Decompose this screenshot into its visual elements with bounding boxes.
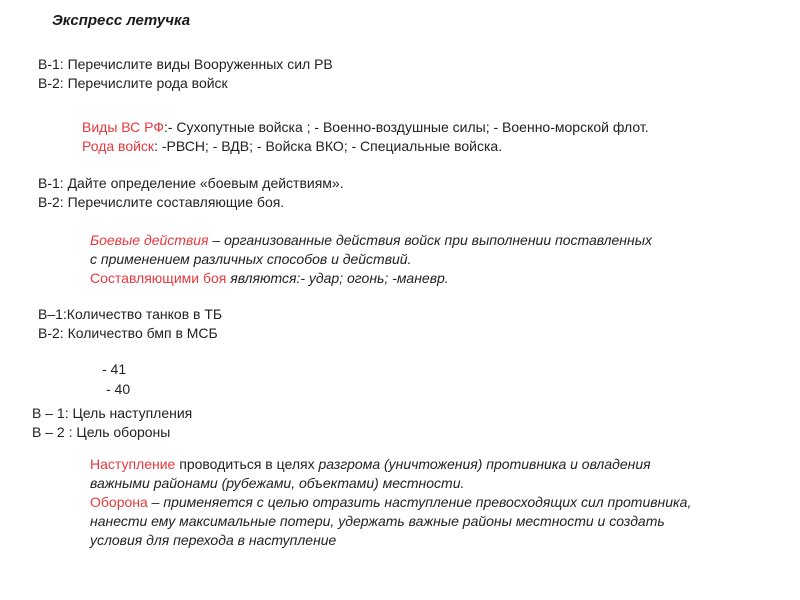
answer-text-italic: разгрома (уничтожения) противника и овладения bbox=[318, 456, 651, 472]
answer-text: – организованные действия войск при выполнении поставленных bbox=[208, 232, 653, 248]
answer-text: – применяется с целью отразить наступление превосходящих сил противника, bbox=[147, 494, 692, 510]
question-block-2 bbox=[38, 174, 344, 212]
question-1-variant-1: В-1: Перечислите виды Вооруженных сил РВ bbox=[38, 56, 333, 72]
question-2-variant-1: В-1: Дайте определение «боевым действиям». bbox=[38, 175, 344, 191]
question-4-variant-2: В – 2 : Цель обороны bbox=[32, 424, 171, 440]
answer-text: : -РВСН; - ВДВ; - Войска ВКО; - Специальные войска. bbox=[154, 138, 503, 154]
question-block-4 bbox=[32, 404, 192, 442]
answer-text: являются:- удар; огонь; -маневр. bbox=[226, 270, 449, 286]
answer-label: Составляющими боя bbox=[90, 270, 227, 286]
answer-label: Боевые действия bbox=[90, 232, 209, 248]
answer-label: Оборона bbox=[90, 494, 148, 510]
answer-text: проводиться в целях bbox=[175, 456, 319, 472]
question-block-1 bbox=[38, 55, 333, 93]
answer-4-line-3 bbox=[90, 493, 691, 512]
answer-4-line-4: нанести ему максимальные потери, удержать важные районы местности и создать bbox=[90, 513, 665, 529]
question-3-variant-1: В–1:Количество танков в ТБ bbox=[38, 306, 223, 322]
answer-3-value-2: - 40 bbox=[106, 381, 131, 397]
question-3-variant-2: В-2: Количество бмп в МСБ bbox=[38, 325, 218, 341]
answer-block-2 bbox=[90, 231, 652, 288]
answer-block-4 bbox=[90, 455, 691, 550]
question-4-variant-1: В – 1: Цель наступления bbox=[32, 405, 193, 421]
question-1-variant-2: В-2: Перечислите рода войск bbox=[38, 75, 228, 91]
question-2-variant-2: В-2: Перечислите составляющие боя. bbox=[38, 194, 285, 210]
answer-1-line-2 bbox=[82, 137, 649, 156]
answer-3-value-1: - 41 bbox=[102, 361, 127, 377]
answer-2-line-2: с применением различных способов и действий. bbox=[90, 251, 412, 267]
answer-1-line-1 bbox=[82, 118, 649, 137]
answer-block-1 bbox=[82, 118, 649, 156]
answer-2-line-1 bbox=[90, 231, 652, 250]
answer-2-line-3 bbox=[90, 269, 652, 288]
answer-label: Наступление bbox=[90, 456, 176, 472]
answer-4-line-5: условия для перехода в наступление bbox=[90, 532, 337, 548]
question-block-3 bbox=[38, 305, 222, 343]
answer-text: :- Сухопутные войска ; - Военно-воздушные силы; - Военно-морской флот. bbox=[163, 119, 649, 135]
answer-label: Виды ВС РФ bbox=[82, 119, 164, 135]
answer-4-line-2: важными районами (рубежами, объектами) местности. bbox=[90, 475, 465, 491]
answer-label: Рода войск bbox=[82, 138, 155, 154]
page-title: Экспресс летучка bbox=[52, 12, 191, 29]
answer-4-line-1 bbox=[90, 455, 691, 474]
